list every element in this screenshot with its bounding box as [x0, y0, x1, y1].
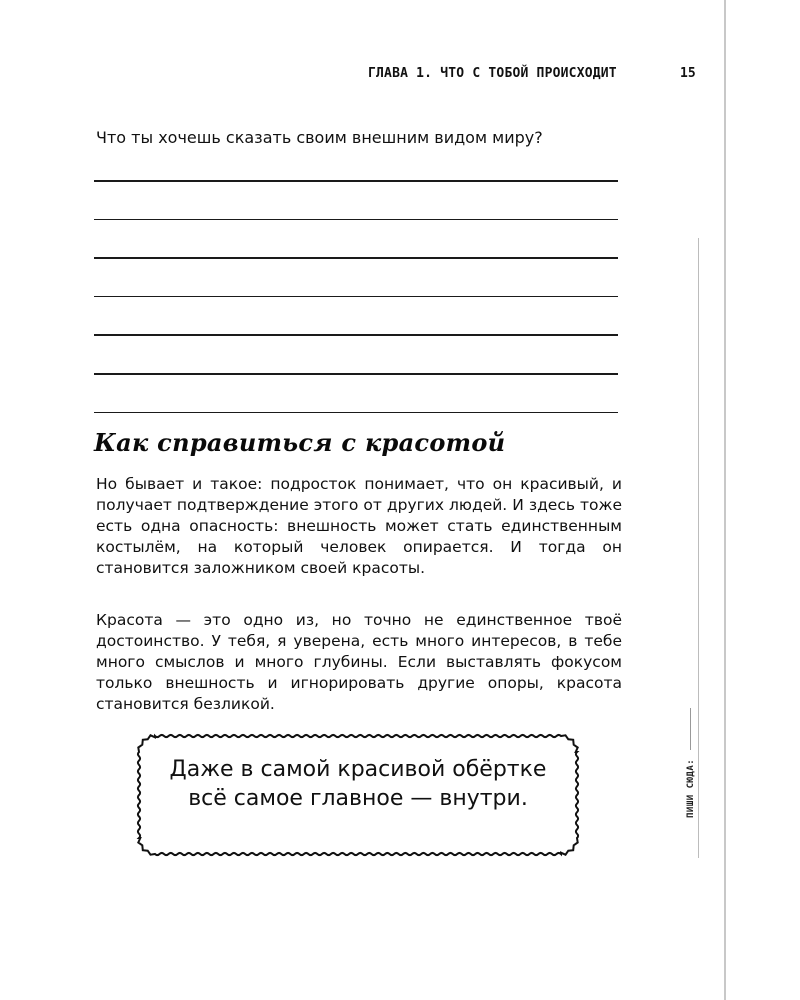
paragraph: Но бывает и такое: подросток понимает, что он красивый, и получает подтверждение этого от других людей. И здесь тоже есть одна опасность: внешность может стать единственным костылём, на который человек опирается. И тогда он становится заложником своей красоты. — [96, 475, 622, 577]
paragraph: Красота — это одно из, но точно не единственное твоё достоинство. У тебя, я уверена, есть много интересов, в тебе много смыслов и много глубины. Если выставлять фокусом только внешность и игнорировать другие опоры, красота становится безликой. — [96, 611, 622, 713]
quote-box — [136, 733, 580, 857]
answer-line[interactable] — [94, 257, 618, 259]
answer-lines[interactable] — [94, 180, 618, 450]
exercise-question: Что ты хочешь сказать своим внешним видом миру? — [96, 128, 543, 147]
section-heading: Как справиться с красотой — [94, 428, 506, 457]
answer-line[interactable] — [94, 334, 618, 336]
answer-line[interactable] — [94, 373, 618, 375]
page-number: 15 — [680, 66, 696, 81]
answer-line[interactable] — [94, 180, 618, 182]
margin-label-rule — [690, 708, 691, 750]
quote-text: Даже в самой красивой обёртке всё самое главное — внутри. — [169, 757, 547, 811]
margin-notes-line — [698, 238, 699, 858]
margin-notes-label: ПИШИ СЮДА: — [686, 758, 696, 818]
answer-line[interactable] — [94, 412, 618, 414]
answer-line[interactable] — [94, 219, 618, 221]
answer-line[interactable] — [94, 296, 618, 298]
page-edge-line — [724, 0, 726, 1000]
running-head: ГЛАВА 1. ЧТО С ТОБОЙ ПРОИСХОДИТ — [368, 66, 617, 81]
